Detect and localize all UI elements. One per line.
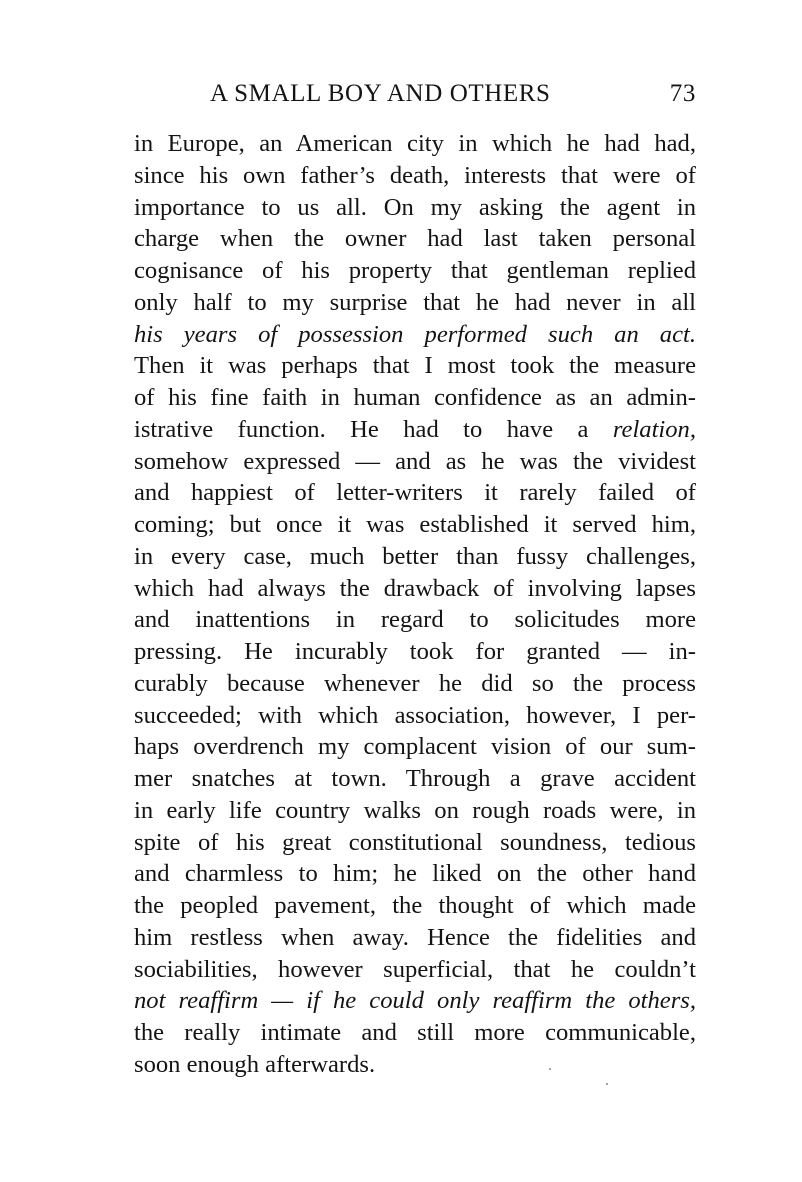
text-line xyxy=(134,668,696,700)
text-line-roman: and happiest of letter-writers it rarely failed of xyxy=(134,479,696,507)
text-line xyxy=(134,160,696,192)
text-line xyxy=(134,636,696,668)
text-line xyxy=(134,1049,696,1081)
text-line-roman: mer snatches at town. Through a grave accident xyxy=(134,765,696,792)
text-line xyxy=(134,954,696,986)
text-line xyxy=(134,890,696,922)
text-line xyxy=(134,192,696,224)
text-line-roman: importance to us all. On my asking the agent in xyxy=(134,193,696,221)
text-line xyxy=(134,731,696,763)
text-line xyxy=(134,350,696,382)
text-line-roman: the really intimate and still more communicable, xyxy=(134,1019,696,1046)
page-number: 73 xyxy=(669,80,696,107)
paper-speck xyxy=(606,1083,608,1085)
body-text xyxy=(134,128,696,1081)
text-line xyxy=(134,858,696,890)
text-line-roman: somehow expressed — and as he was the vividest xyxy=(134,447,696,475)
text-line-italic: relation, xyxy=(612,415,696,443)
text-line-italic: his years of possession performed such an act. xyxy=(134,320,696,348)
text-line-italic: not reaffirm — if he could only reaffirm the others, xyxy=(134,987,696,1015)
text-line-roman: Then it was perhaps that I most took the measure xyxy=(134,352,696,380)
text-line-roman: pressing. He incurably took for granted — in- xyxy=(134,638,696,665)
text-line xyxy=(134,541,696,573)
text-line xyxy=(134,509,696,541)
text-line-roman: which had always the drawback of involving lapses xyxy=(134,574,696,602)
text-line-roman: spite of his great constitutional soundness, tedious xyxy=(134,828,696,856)
text-line-roman: curably because whenever he did so the process xyxy=(134,669,696,697)
text-line xyxy=(134,223,696,255)
text-line-roman: haps overdrench my complacent vision of our sum- xyxy=(134,733,696,761)
text-line-roman: cognisance of his property that gentleman replied xyxy=(134,257,696,284)
text-line-roman: in Europe, an American city in which he had had, xyxy=(134,130,696,157)
text-line-roman: soon enough afterwards. xyxy=(134,1050,376,1078)
text-line xyxy=(134,795,696,827)
text-line xyxy=(134,922,696,954)
text-line xyxy=(134,573,696,605)
text-line-roman: and charmless to him; he liked on the other hand xyxy=(134,860,696,888)
text-line xyxy=(134,985,696,1017)
text-line xyxy=(134,414,696,446)
text-line-roman: istrative function. He had to have a xyxy=(134,415,613,443)
text-line xyxy=(134,604,696,636)
text-line-roman: succeeded; with which association, however, I per- xyxy=(134,701,696,729)
running-title: A SMALL BOY AND OTHERS xyxy=(210,80,551,107)
text-line-roman: in early life country walks on rough roads were, in xyxy=(134,796,696,824)
text-line xyxy=(134,128,696,160)
text-line-roman: sociabilities, however superficial, that he couldn’t xyxy=(134,955,696,983)
text-line-roman: since his own father’s death, interests that were of xyxy=(134,161,696,189)
text-line xyxy=(134,827,696,859)
text-line xyxy=(134,763,696,795)
text-line xyxy=(134,287,696,319)
text-line-roman: only half to my surprise that he had never in all xyxy=(134,288,696,316)
paper-speck xyxy=(549,1068,551,1070)
text-line-roman: of his fine faith in human confidence as an admin- xyxy=(134,384,696,411)
text-line xyxy=(134,700,696,732)
text-line xyxy=(134,446,696,478)
text-line xyxy=(134,255,696,287)
text-line-roman: and inattentions in regard to solicitudes more xyxy=(134,606,696,634)
text-line-roman: him restless when away. Hence the fidelities and xyxy=(134,923,696,951)
running-head xyxy=(134,80,696,114)
text-line-roman: charge when the owner had last taken personal xyxy=(134,225,696,253)
text-line xyxy=(134,477,696,509)
text-line xyxy=(134,1017,696,1049)
text-line-roman: the peopled pavement, the thought of which made xyxy=(134,892,696,919)
text-line-roman: in every case, much better than fussy challenges, xyxy=(134,542,696,570)
text-line-roman: coming; but once it was established it served him, xyxy=(134,511,696,538)
text-line xyxy=(134,319,696,351)
text-line xyxy=(134,382,696,414)
